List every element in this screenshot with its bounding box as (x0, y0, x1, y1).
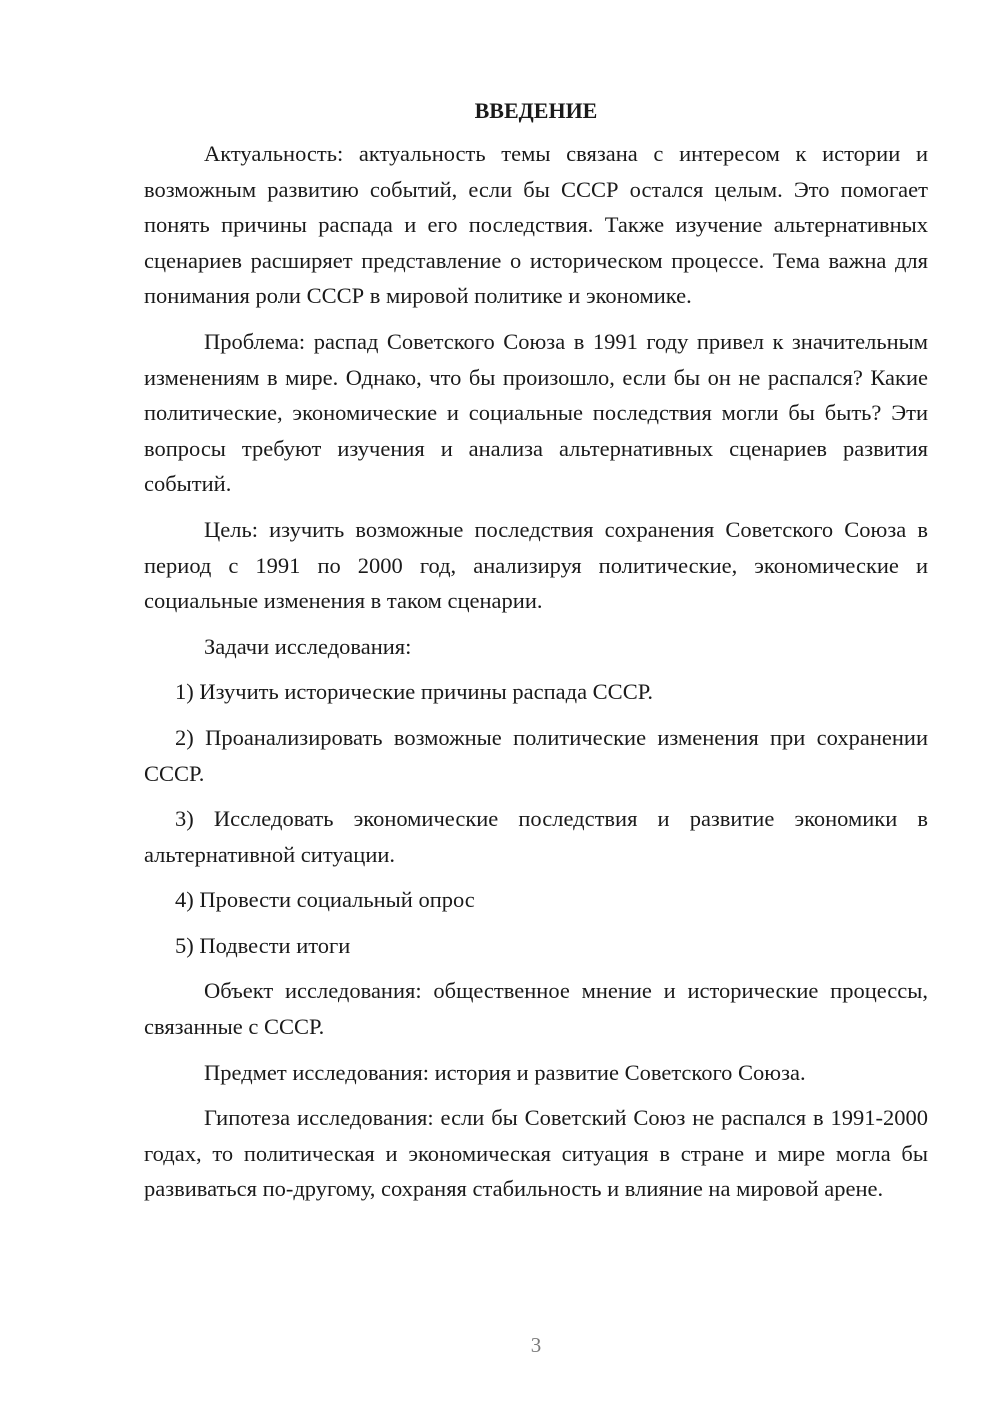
paragraph-relevance: Актуальность: актуальность темы связана с интересом к истории и возможным развитию событий, если бы СССР остался целым. Это помогает понять причины распада и его последствия. Также изучение альтернативных сценариев расширяет представление о историческом процессе. Тема важна для понимания роли СССР в мировой политике и экономике. (144, 141, 928, 309)
page-number: 3 (530, 1333, 542, 1357)
paragraph-problem: Проблема: распад Советского Союза в 1991 году привел к значительным изменениям в мире. Однако, что бы произошло, если бы он не распался? Какие политические, экономические и социальные последствия могли бы быть? Эти вопросы требуют изучения и анализа альтернативных сценариев развития событий. (144, 328, 928, 497)
paragraph-tasks-intro: Задачи исследования: (204, 633, 412, 659)
paragraph-hypothesis: Гипотеза исследования: если бы Советский Союз не распался в 1991-2000 годах, то политическая и экономическая ситуация в стране и мире могла бы развиваться по-другому, сохраняя стабильность и влияние на мировой арене. (144, 1105, 928, 1202)
task-item-3: 3) Исследовать экономические последствия и развитие экономики в альтернативной ситуации. (144, 806, 928, 867)
paragraph-goal: Цель: изучить возможные последствия сохранения Советского Союза в период с 1991 по 2000 год, анализируя политические, экономические и социальные изменения в таком сценарии. (144, 516, 928, 614)
section-heading: ВВЕДЕНИЕ (474, 98, 598, 123)
task-item-2: 2) Проанализировать возможные политические изменения при сохранении СССР. (144, 724, 928, 786)
task-item-4: 4) Провести социальный опрос (175, 887, 475, 913)
paragraph-object: Объект исследования: общественное мнение и исторические процессы, связанные с СССР. (144, 978, 928, 1040)
task-item-5: 5) Подвести итоги (175, 932, 351, 958)
page-body (144, 96, 928, 1217)
paragraph-subject: Предмет исследования: история и развитие Советского Союза. (204, 1059, 806, 1085)
task-item-1: 1) Изучить исторические причины распада СССР. (175, 679, 654, 705)
